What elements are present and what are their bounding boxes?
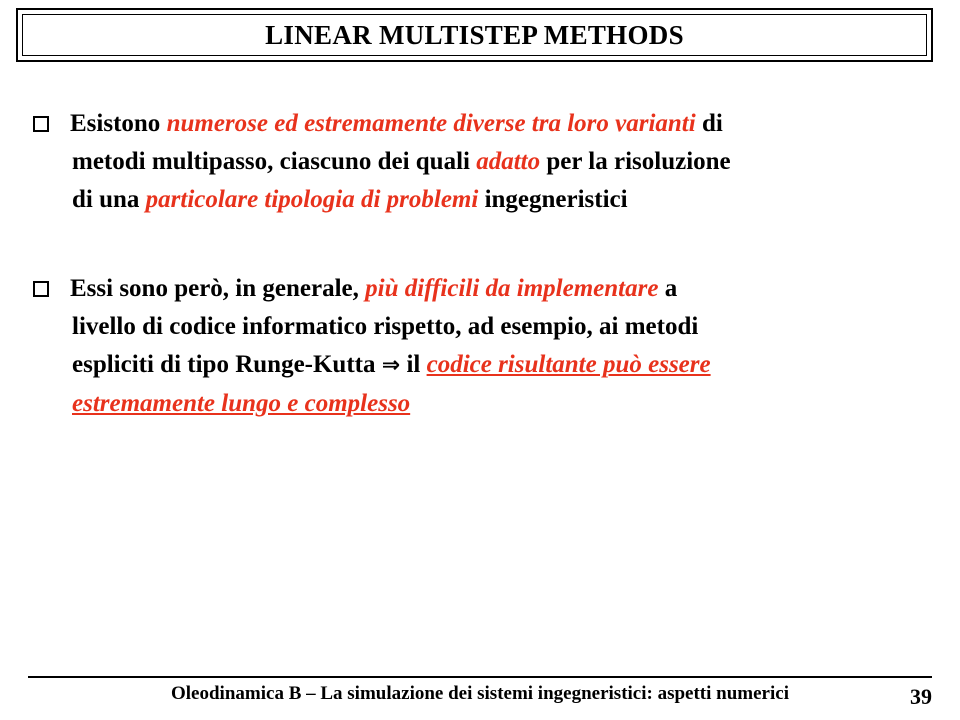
highlight-run: numerose ed estremamente diverse tra loro varianti <box>166 110 696 137</box>
bullet-2-line-2 <box>33 308 913 346</box>
slide-title: LINEAR MULTISTEP METHODS <box>265 19 684 50</box>
title-frame-inner <box>22 14 927 56</box>
text-run: espliciti di tipo Runge-Kutta <box>72 351 382 378</box>
bullet-1-line-2 <box>33 143 913 181</box>
text-run: Essi sono però, in generale, <box>70 275 366 302</box>
page-number: 39 <box>910 684 932 709</box>
text-run: metodi multipasso, ciascuno dei quali <box>72 148 477 175</box>
bullet-2-line-1 <box>33 270 913 308</box>
text-run: ingegneristici <box>478 186 628 213</box>
highlight-underlined-run: estremamente lungo e complesso <box>72 390 411 417</box>
bullet-2-line-3 <box>33 346 913 385</box>
highlight-run: adatto <box>476 148 541 175</box>
bullet-1-line-1 <box>33 105 913 143</box>
text-run: il <box>400 351 427 378</box>
highlight-run: particolare tipologia di problemi <box>145 186 479 213</box>
checkbox-bullet-icon <box>33 116 49 132</box>
bullet-2-line-4 <box>33 385 913 423</box>
bullet-2 <box>33 270 913 423</box>
text-run: di una <box>72 186 146 213</box>
footer-divider <box>28 676 932 678</box>
highlight-underlined-run: codice risultante può essere <box>426 351 711 378</box>
bullet-1 <box>33 105 913 219</box>
implies-arrow-icon: ⇒ <box>381 353 401 378</box>
text-run: di <box>695 110 723 137</box>
text-run: livello di codice informatico rispetto, ad esempio, ai metodi <box>72 313 699 340</box>
bullet-1-line-3 <box>33 181 913 219</box>
highlight-run: più difficili da implementare <box>365 275 659 302</box>
text-run: Esistono <box>70 110 167 137</box>
text-run: per la risoluzione <box>540 148 731 175</box>
checkbox-bullet-icon <box>33 281 49 297</box>
title-frame <box>16 8 933 62</box>
text-run: a <box>658 275 678 302</box>
footer-caption: Oleodinamica B – La simulazione dei sistemi ingegneristici: aspetti numerici <box>171 683 789 704</box>
